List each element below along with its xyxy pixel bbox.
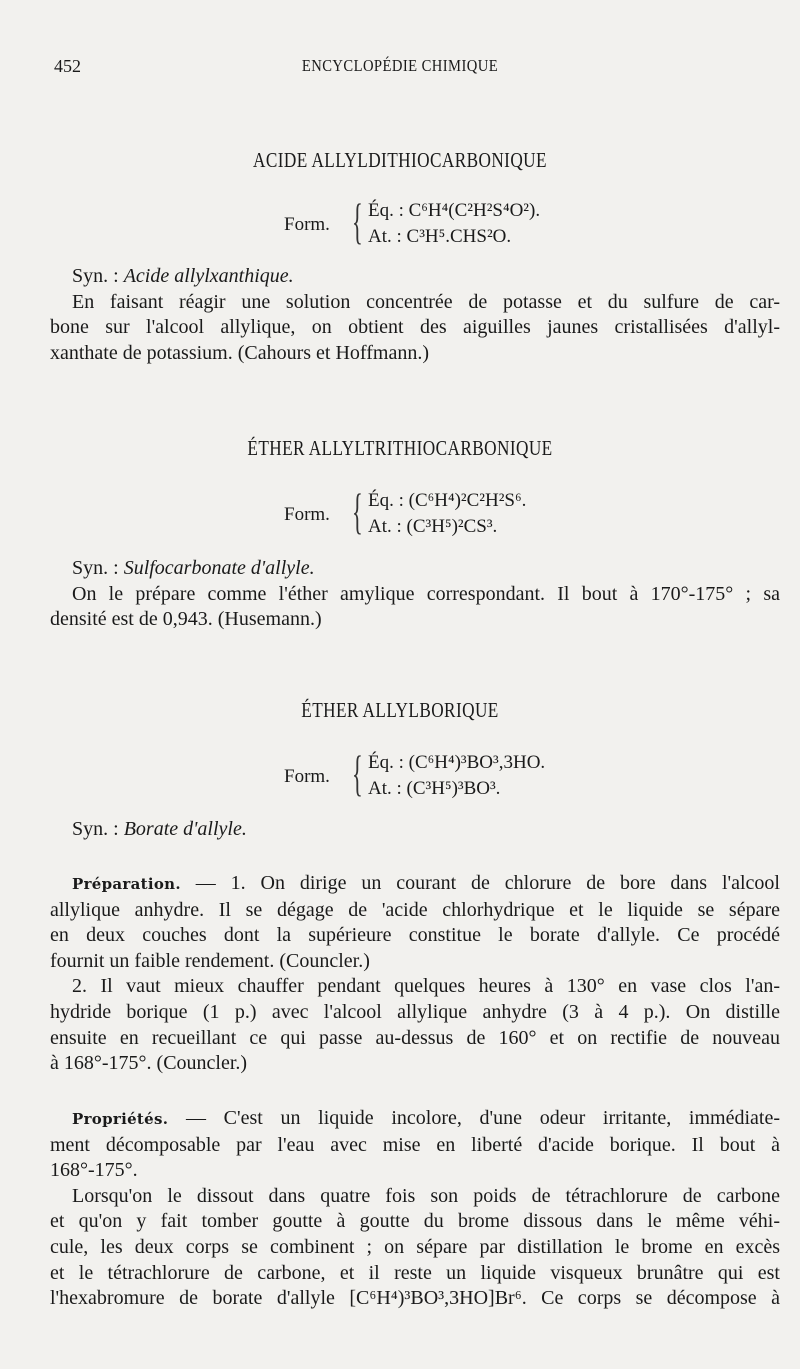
paragraph-line: et qu'on y fait tomber goutte à goutte du brome dissous dans le même véhi-: [50, 1210, 780, 1233]
paragraph-line: densité est de 0,943. (Husemann.): [50, 608, 322, 631]
syn-prefix: Syn. :: [72, 557, 124, 579]
syn-value: Acide allylxanthique.: [123, 265, 294, 287]
paragraph-line: en deux couches dont la supérieure constitue le borate d'allyle. Ce procédé: [50, 924, 780, 947]
page-number: 452: [54, 56, 81, 76]
formula-block-2: [284, 483, 684, 546]
section-title-acide-allyldithiocarbonique: ACIDE ALLYLDITHIOCARBONIQUE: [253, 148, 547, 172]
synonym-line: [50, 556, 780, 582]
properties-label: Propriétés.: [72, 1110, 169, 1128]
form-label: Form.: [284, 766, 330, 787]
syn-prefix: Syn. :: [72, 818, 124, 840]
paragraph-line: 168°-175°.: [50, 1159, 138, 1182]
formula-eq: Éq. : (C⁶H⁴)³BO³,3HO.: [368, 752, 546, 773]
brace-icon: {: [352, 193, 363, 249]
brace-icon: {: [352, 745, 363, 801]
paragraph-line: Lorsqu'on le dissout dans quatre fois son poids de tétrachlorure de carbone: [72, 1184, 780, 1207]
paragraph-line: En faisant réagir une solution concentrée de potasse et du sulfure de car-: [72, 290, 780, 313]
properties-paragraph: [50, 1106, 780, 1312]
syn-value: Borate d'allyle.: [123, 818, 247, 840]
paragraph-line: 2. Il vaut mieux chauffer pendant quelques heures à 130° en vase clos l'an-: [72, 975, 780, 998]
section2-body: [50, 556, 780, 633]
preparation-paragraph: [50, 871, 780, 1077]
brace-icon: {: [352, 483, 363, 539]
section-title-ether-allyltrithiocarbonique: ÉTHER ALLYLTRITHIOCARBONIQUE: [247, 436, 553, 460]
paragraph-line: fournit un faible rendement. (Councler.): [50, 949, 370, 972]
paragraph-line: hydride borique (1 p.) avec l'alcool allylique anhydre (3 à 4 p.). On distille: [50, 1000, 780, 1023]
section-title-ether-allylborique: ÉTHER ALLYLBORIQUE: [301, 698, 499, 722]
formula-eq: Éq. : C⁶H⁴(C²H²S⁴O²).: [368, 200, 541, 221]
formula-at: At. : C³H⁵.CHS²O.: [368, 226, 512, 247]
formula-block-1: [284, 193, 684, 256]
formula-at: At. : (C³H⁵)³BO³.: [368, 778, 501, 799]
form-label: Form.: [284, 504, 330, 525]
syn-value: Sulfocarbonate d'allyle.: [123, 557, 315, 579]
syn-prefix: Syn. :: [72, 265, 124, 287]
paragraph-line: ensuite en recueillant ce qui passe au-dessus de 160° et on rectifie de nouveau: [50, 1026, 780, 1049]
paragraph-line: et le tétrachlorure de carbone, et il reste un liquide visqueux brunâtre qui est: [50, 1261, 780, 1284]
properties-first-line: — C'est un liquide incolore, d'une odeur irritante, immédiate-: [168, 1107, 780, 1129]
formula-at: At. : (C³H⁵)²CS³.: [368, 516, 498, 537]
paragraph-line: cule, les deux corps se combinent ; on sépare par distillation le brome en excès: [50, 1235, 780, 1258]
section1-body: [50, 264, 780, 366]
form-label: Form.: [284, 214, 330, 235]
running-head: [0, 56, 800, 80]
preparation-label: Préparation.: [72, 875, 181, 893]
paragraph-line: à 168°-175°. (Councler.): [50, 1052, 248, 1075]
paragraph-line: ment décomposable par l'eau avec mise en liberté d'acide borique. Il bout à: [50, 1133, 780, 1156]
paragraph-line: bone sur l'alcool allylique, on obtient des aiguilles jaunes cristallisées d'allyl-: [50, 316, 780, 339]
paragraph-line: xanthate de potassium. (Cahours et Hoffmann.): [50, 341, 429, 364]
journal-title: ENCYCLOPÉDIE CHIMIQUE: [301, 56, 499, 75]
preparation-first-line: — 1. On dirige un courant de chlorure de bore dans l'alcool: [180, 872, 780, 894]
section3-synonym: [50, 817, 780, 843]
paragraph-line: On le prépare comme l'éther amylique correspondant. Il bout à 170°-175° ; sa: [72, 582, 780, 605]
paragraph-line: l'hexabromure de borate d'allyle [C⁶H⁴)³BO³,3HO]Br⁶. Ce corps se décompose à: [50, 1287, 780, 1310]
formula-block-3: [284, 745, 684, 808]
paragraph-line: [50, 871, 780, 898]
synonym-line: [50, 817, 780, 843]
formula-eq: Éq. : (C⁶H⁴)²C²H²S⁶.: [368, 490, 527, 511]
paragraph-line: [50, 1106, 780, 1133]
synonym-line: [50, 264, 780, 290]
paragraph-line: allylique anhydre. Il se dégage de 'acide chlorhydrique et le liquide se sépare: [50, 898, 780, 921]
